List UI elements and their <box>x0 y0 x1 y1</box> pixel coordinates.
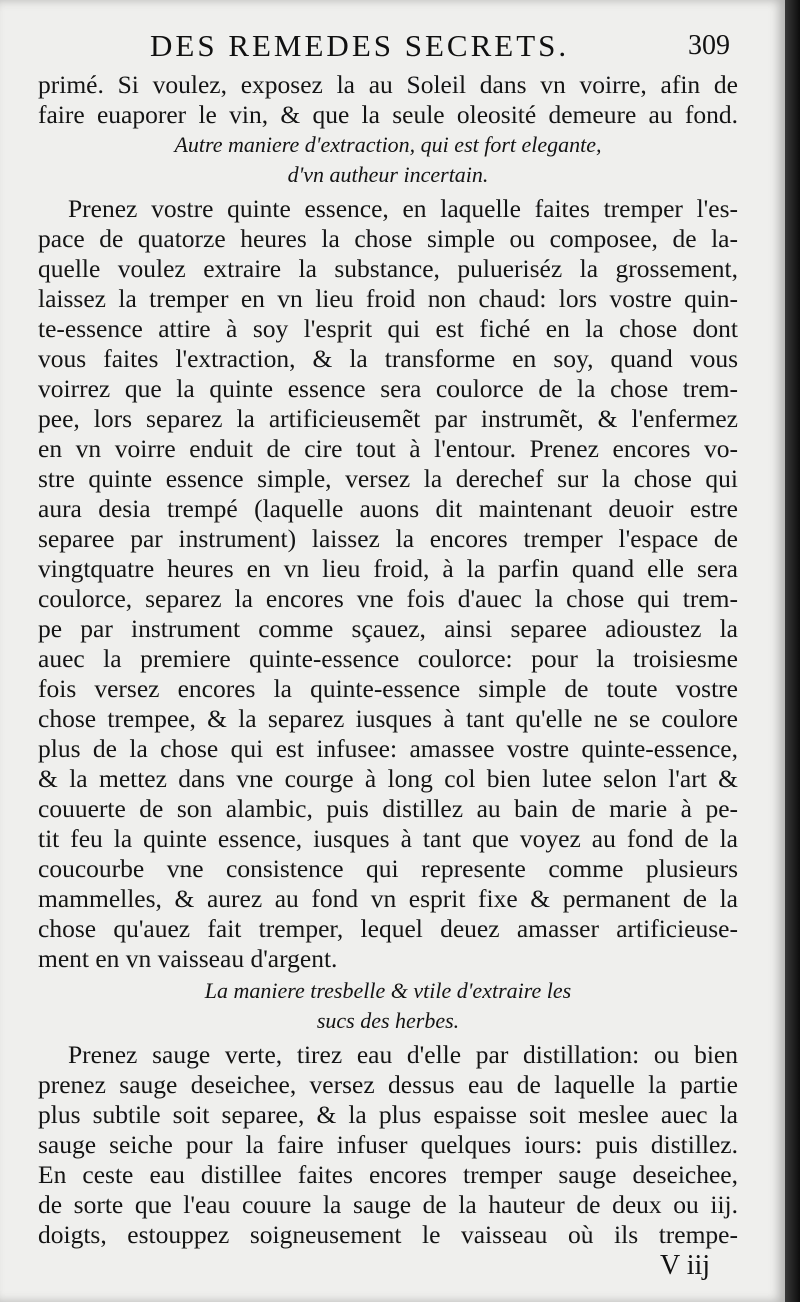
text-line: plus de la chose qui est infusee: amassee vostre quinte-essence, <box>38 734 738 763</box>
text-line: Prenez vostre quinte essence, en laquelle faites tremper l'es- <box>68 194 738 223</box>
text-line: de sorte que l'eau couure la sauge de la hauteur de deux ou iij. <box>38 1190 738 1219</box>
signature-mark: V iij <box>660 1250 711 1281</box>
text-line: separee par instrument) laissez la encores tremper l'espace de <box>38 524 738 553</box>
text-line: fois versez encores la quinte-essence simple de toute vostre <box>38 674 738 703</box>
text-line: chose trempee, & la separez iusques à tant qu'elle ne se coulore <box>38 704 738 733</box>
text-line: doigts, estouppez soigneusement le vaisseau où ils trempe- <box>38 1220 738 1249</box>
running-title: DES REMEDES SECRETS. <box>150 28 570 63</box>
text-line: coucourbe vne consistence qui represente comme plusieurs <box>38 854 738 883</box>
text-line: & la mettez dans vne courge à long col bien lutee selon l'art & <box>38 764 738 793</box>
heading-line: d'vn autheur incertain. <box>287 162 489 187</box>
text-line: plus subtile soit separee, & la plus espaisse soit meslee auec la <box>38 1100 738 1129</box>
text-line: vous faites l'extraction, & la transforme en soy, quand vous <box>38 344 738 373</box>
heading-line: Autre maniere d'extraction, qui est fort elegante, <box>174 132 602 157</box>
heading-line: sucs des herbes. <box>316 1008 460 1033</box>
book-edge <box>785 0 800 1302</box>
text-line: faire euaporer le vin, & que la seule oleosité demeure au fond. <box>38 100 738 129</box>
heading-line: La maniere tresbelle & vtile d'extraire les <box>204 978 572 1003</box>
page-header <box>150 28 730 68</box>
text-line: couuerte de son alambic, puis distillez au bain de marie à pe- <box>38 794 738 823</box>
text-line: te-essence attire à soy l'esprit qui est fiché en la chose dont <box>38 314 738 343</box>
section-heading <box>38 976 738 1036</box>
text-line: auec la premiere quinte-essence coulorce: pour la troisiesme <box>38 644 738 673</box>
text-line: En ceste eau distillee faites encores tremper sauge deseichee, <box>38 1160 738 1189</box>
text-line: coulorce, separez la encores vne fois d'auec la chose qui trem- <box>38 584 738 613</box>
text-line: mammelles, & aurez au fond vn esprit fixe & permanent de la <box>38 884 738 913</box>
page-number: 309 <box>688 30 730 61</box>
text-line: stre quinte essence simple, versez la derechef sur la chose qui <box>38 464 738 493</box>
text-line: ment en vn vaisseau d'argent. <box>38 944 338 973</box>
text-line: quelle voulez extraire la substance, pulueriséz la grossement, <box>38 254 738 283</box>
text-line: pe par instrument comme sçauez, ainsi separee adioustez la <box>38 614 738 643</box>
text-line: pee, lors separez la artificieusemẽt par instrumẽt, & l'enfermez <box>38 404 738 433</box>
text-line: prenez sauge deseichee, versez dessus eau de laquelle la partie <box>38 1070 738 1099</box>
paragraph-extraction <box>38 194 738 974</box>
main-text <box>38 70 738 1250</box>
text-line: en vn voirre enduit de cire tout à l'entour. Prenez encores vo- <box>38 434 738 463</box>
text-line: voirrez que la quinte essence sera coulorce de la chose trem- <box>38 374 738 403</box>
text-line: laissez la tremper en vn lieu froid non chaud: lors vostre quin- <box>38 284 738 313</box>
text-line: vingtquatre heures en vn lieu froid, à la parfin quand elle sera <box>38 554 738 583</box>
text-line: aura desia trempé (laquelle auons dit maintenant deuoir estre <box>38 494 738 523</box>
text-line: sauge seiche pour la faire infuser quelques iours: puis distillez. <box>38 1130 738 1159</box>
text-line: Prenez sauge verte, tirez eau d'elle par distillation: ou bien <box>68 1040 738 1069</box>
paragraph-continuation <box>38 70 738 130</box>
text-line: tit feu la quinte essence, iusques à tant que voyez au fond de la <box>38 824 738 853</box>
section-heading <box>38 130 738 190</box>
text-line: pace de quatorze heures la chose simple ou composee, de la- <box>38 224 738 253</box>
text-line: primé. Si voulez, exposez la au Soleil dans vn voirre, afin de <box>38 70 738 99</box>
text-line: chose qu'auez fait tremper, lequel deuez amasser artificieuse- <box>38 914 738 943</box>
paragraph-herb-juices <box>38 1040 738 1250</box>
